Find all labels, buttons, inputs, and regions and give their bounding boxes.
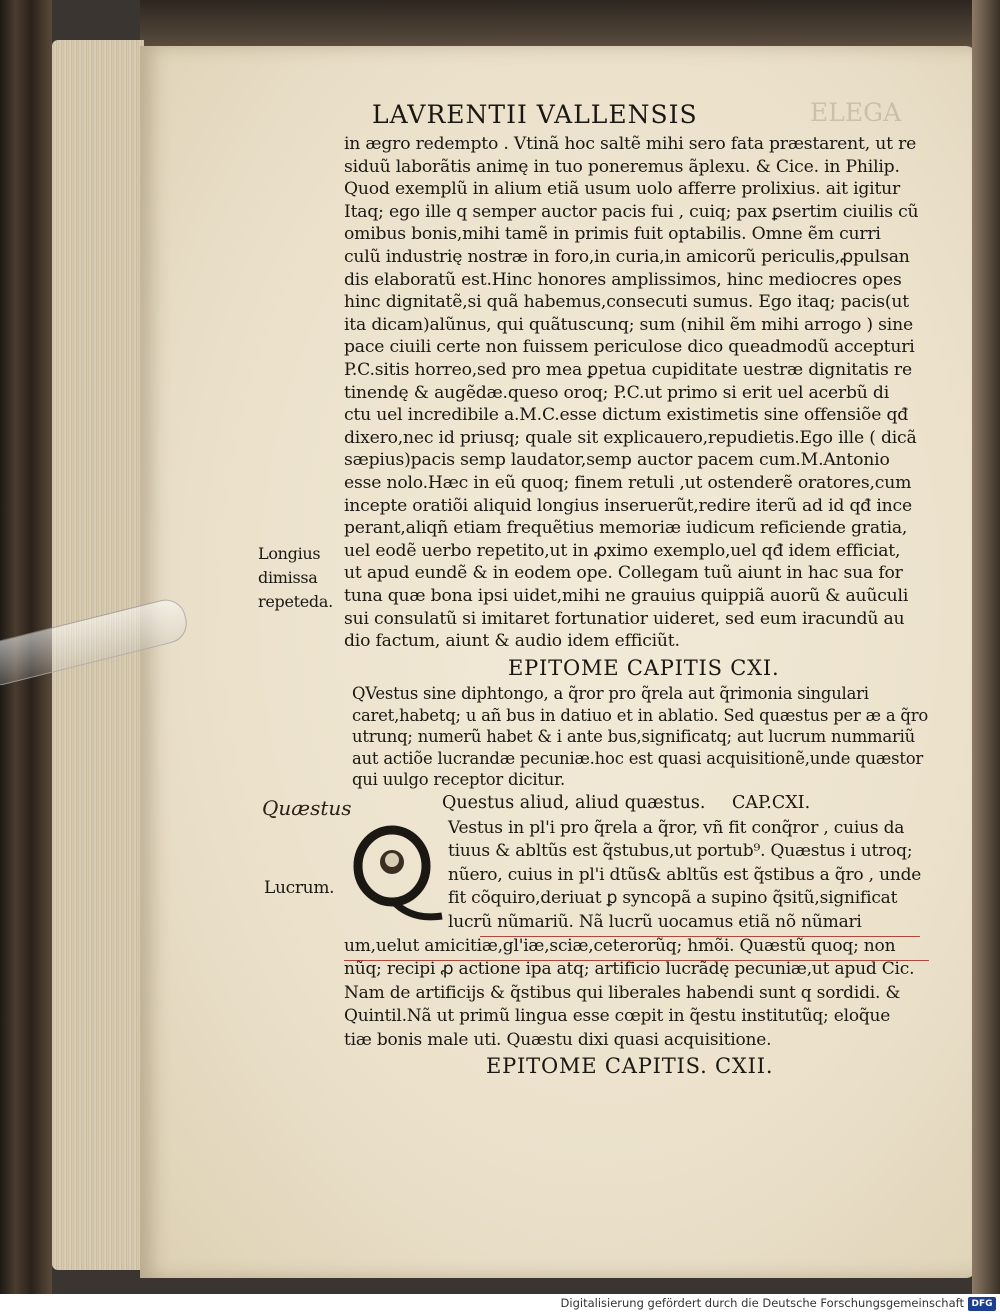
text-line: incepte oratiõi aliquid longius inseruerũt,redire iterũ ad id qđ ince bbox=[344, 495, 912, 516]
text-line: esse nolo.Hæc in eũ quoq; finem retuli ,ut ostenderẽ oratores,cum bbox=[344, 473, 912, 493]
dfg-logo-icon: DFG bbox=[968, 1297, 996, 1311]
decorated-initial-q-icon bbox=[348, 822, 444, 922]
chapter-label: CAP.CXI. bbox=[732, 793, 811, 813]
text-line: tiuus & abltũs est q̃stubus,ut portub⁹. Quæstus i utroq; bbox=[448, 841, 913, 862]
text-line: Nam de artificijs & q̃stibus qui liberales habendi sunt q sordidi. & bbox=[344, 982, 901, 1003]
text-line: Quod exemplũ in alium etiã usum uolo afferre prolixius. ait igitur bbox=[344, 179, 901, 200]
text-line: Quintil.Nã ut primũ lingua esse cœpit in q̃estu institutũq; eloq̃ue bbox=[344, 1006, 891, 1027]
text-line: tinendę & augẽdæ.queso oroq; P.C.ut primo si erit uel acerbũ di bbox=[344, 382, 890, 403]
facing-page-edge bbox=[972, 0, 1000, 1294]
text-line: dixero,nec id priusq; quale sit explicauero,repudietis.Ego ille ( dicã bbox=[344, 427, 917, 448]
chapter-subheading: Questus aliud, aliud quæstus. bbox=[442, 793, 706, 813]
text-line: dis elaboratũ est.Hinc honores amplissimos, hinc mediocres opes bbox=[344, 269, 902, 290]
text-line: Itaq; ego ille q semper auctor pacis fui , cuiq; pax ꝑsertim ciuilis cũ bbox=[344, 201, 919, 222]
text-line: ita dicam)alũnus, qui quãtuscunq; sum (nihil ẽm mihi arrogo ) sine bbox=[344, 314, 913, 335]
show-through-heading: ELEGA bbox=[810, 98, 902, 127]
text-line: dio factum, aiunt & audio idem efficiũt. bbox=[344, 631, 680, 652]
text-line: culũ industrię nostræ in foro,in curia,in amicorũ periculis,ꝓpulsan bbox=[344, 247, 910, 267]
text-line: aut actiõe lucrandæ pecuniæ.hoc est quasi acquisitionẽ,unde quæstor bbox=[352, 748, 924, 768]
text-line: fit cõquiro,deriuat ꝑ syncopã a supino q̃sitũ,significat bbox=[448, 888, 898, 909]
text-line: tiæ bonis male uti. Quæstu dixi quasi acquisitione. bbox=[344, 1029, 772, 1050]
text-line: caret,habetq; u añ bus in datiuo et in ablatio. Sed quæstus per æ a q̃ro bbox=[352, 705, 929, 725]
text-line: QVestus sine diphtongo, a q̃ror pro q̃rela aut q̃rimonia singulari bbox=[352, 684, 869, 703]
text-line: ctu uel incredibile a.M.C.esse dictum existimetis sine offensiõe qđ bbox=[344, 405, 909, 426]
text-line: tuna quæ bona ipsi uidet,mihi ne grauius quippiã auorũ & auũculi bbox=[344, 586, 909, 606]
text-line: sæpius)pacis semp laudator,semp auctor pacem cum.M.Antonio bbox=[344, 450, 890, 471]
text-line: siduũ laborãtis animę in tuo poneremus ãplexu. & Cice. in Philip. bbox=[344, 156, 900, 177]
text-line: nũero, cuius in pl'i dtũs& abltũs est q̃stibus a q̃ro , unde bbox=[448, 864, 922, 885]
text-line: pace ciuili certe non fuissem periculose dico queadmodũ accepturi bbox=[344, 337, 915, 358]
text-line: nũq; recipi ꝓ actione ipa atq; artificio lucrãdę pecuniæ,ut apud Cic. bbox=[344, 959, 915, 980]
margin-note-dimissa: dimissa bbox=[258, 568, 318, 587]
text-line: lucrũ nũmariũ. Nã lucrũ uocamus etiã nõ nũmari bbox=[448, 911, 862, 932]
text-line: hinc dignitatẽ,si quã habemus,consecuti sumus. Ego itaq; pacis(ut bbox=[344, 292, 909, 313]
running-head: LAVRENTII VALLENSIS bbox=[372, 100, 698, 129]
handwritten-annotation: Quæstus bbox=[262, 796, 352, 820]
text-line: perant,aliqñ etiam frequẽtius memoriæ iudicum reficiende gratia, bbox=[344, 518, 908, 539]
margin-note-lucrum: Lucrum. bbox=[264, 878, 335, 898]
top-edge bbox=[140, 0, 1000, 48]
text-line: qui uulgo receptor dicitur. bbox=[352, 770, 565, 790]
text-line: uel eodẽ uerbo repetito,ut in ꝓximo exemplo,uel qđ idem efficiat, bbox=[344, 540, 901, 561]
text-line: ut apud eundẽ & in eodem ope. Collegam tuũ aiunt in hac sua for bbox=[344, 563, 903, 584]
epitome-heading-cxii: EPITOME CAPITIS. CXII. bbox=[486, 1054, 774, 1078]
text-line: in ægro redempto . Vtinã hoc saltẽ mihi sero fata præstarent, ut re bbox=[344, 134, 917, 154]
text-line: Vestus in pl'i pro q̃rela a q̃ror, vñ fit conq̃ror , cuius da bbox=[448, 818, 905, 838]
text-line: utrunq; numerũ habet & i ante bus,significatq; aut lucrum nummariũ bbox=[352, 727, 916, 747]
text-line: P.C.sitis horreo,sed pro mea ꝑpetua cupiditate uestræ dignitatis re bbox=[344, 360, 912, 380]
text-line: um,uelut amicitiæ,gl'iæ,sciæ,ceterorũq; hmõi. Quæstũ quoq; non bbox=[344, 936, 896, 956]
epitome-heading-cxi: EPITOME CAPITIS CXI. bbox=[508, 656, 780, 680]
text-line: omibus bonis,mihi tamẽ in primis fuit optabilis. Omne ẽm curri bbox=[344, 224, 881, 245]
margin-note-repeteda: repeteda. bbox=[258, 592, 333, 611]
funding-credit: Digitalisierung gefördert durch die Deutsche Forschungsgemeinschaft bbox=[560, 1296, 964, 1310]
text-line: sui consulatũ si imitaret fortunatior uideret, sed eum iracundũ au bbox=[344, 608, 905, 629]
margin-note-longius: Longius bbox=[258, 544, 321, 563]
